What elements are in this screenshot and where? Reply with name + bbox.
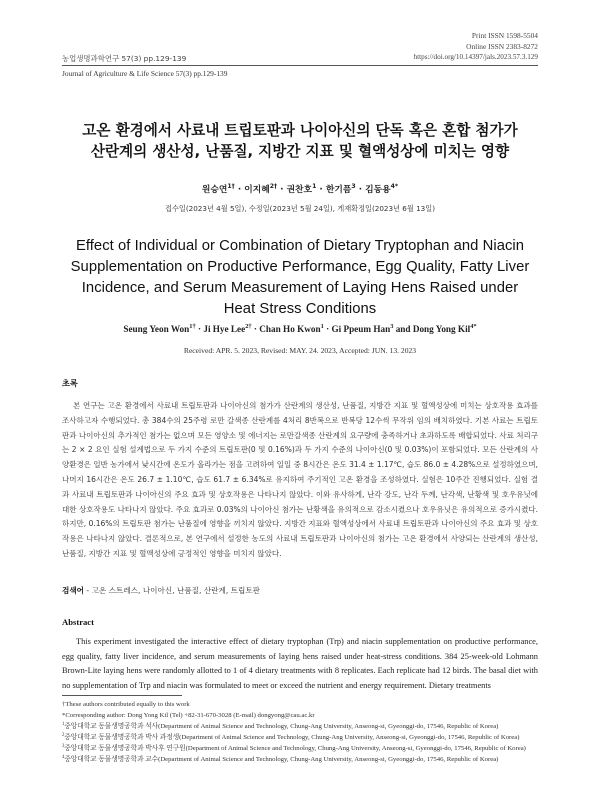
authors-english xyxy=(62,324,538,334)
title-english-line3: Incidence, and Serum Measurement of Laying Hens Raised under xyxy=(81,280,519,296)
footnote-rule xyxy=(62,695,182,696)
abstract-english-heading: Abstract xyxy=(62,617,94,627)
author-en-5: Dong Yong Kil xyxy=(412,324,471,334)
footnote-corresponding-author: *Corresponding author: Dong Yong Kil (Tel) +82-31-670-3028 (E-mail) dongyong@cau.ac.kr xyxy=(62,712,315,719)
author-kr-5: 김동용 xyxy=(365,185,391,195)
footnote-affiliation-4-text: 중앙대학교 동물생명공학과 교수(Department of Animal Science and Technology, Chung-Ang University, Anseong-si, Gyeonggi-do, 17546, Republic of Korea) xyxy=(64,756,499,763)
author-en-2-affil: 2† xyxy=(245,322,252,330)
author-separator: · xyxy=(355,185,366,195)
author-en-3-affil: 1 xyxy=(320,322,324,330)
title-english-line2: Supplementation on Productive Performance, Egg Quality, Fatty Liver xyxy=(70,259,530,275)
author-en-4: Gi Ppeum Han xyxy=(331,324,391,334)
footnotes xyxy=(62,699,538,765)
title-korean xyxy=(62,120,538,162)
online-issn: Online ISSN 2383-8272 xyxy=(466,42,538,51)
author-en-2: Ji Hye Lee xyxy=(203,324,246,334)
author-kr-4-affil: 3 xyxy=(351,183,356,191)
author-kr-1-affil: 1† xyxy=(227,183,235,191)
header-rule xyxy=(62,65,538,66)
author-kr-4: 한기픔 xyxy=(325,185,352,195)
author-separator: · xyxy=(195,324,204,334)
author-en-1: Seung Yeon Won xyxy=(123,324,190,334)
abstract-korean-body: 본 연구는 고온 환경에서 사료내 트립토판과 나이아신의 첨가가 산란계의 생산성, 난품질, 지방간 지표 및 혈액성상에 미치는 상호작용 효과를 조사하고자 수행되었다. 총 384수의 25주령 로만 갈색종 산란계를 4처리 8반복으로 반복당 12수씩 무작위 임의 배치하였다. 기본 사료는 트립토판과 나이아신의 추가적인 첨가는 없으며 모든 영양소 및 에너지는 로만갈색종 산란계의 요구량에 충족하거나 초과하도록 배합되었다. 사료 처리구는 2 × 2 요인 실험 설계법으로 두 가지 수준의 트립토판(0 및 0.16%)과 두 가지 수준의 나이아신(0 및 0.03%)이 포함되었다. 모든 산란계의 사양환경은 일반 농가에서 낮시간에 온도가 올라가는 점을 고려하여 일일 중 8시간은 온도 31.4 ± 1.17℃, 습도 86.0 ± 4.28%으로 설정하였으며, 나머지 16시간은 온도 26.7 ± 1.10℃, 습도 61.7 ± 6.34%로 유지하여 주기적인 고온 환경을 조성하였다. 실험은 10주간 진행되었다. 실험 결과 사료내 트립토판과 나이아신의 주요 효과 및 상호작용은 나타나지 않았다. 이와 유사하게, 난각 강도, 난각 두께, 난각색, 난황색 및 호우유닛에 대한 상호작용도 나타나지 않았다. 주요 효과로 0.03%의 나이아신 첨가는 난황색을 유의적으로 감소시켰으나 호우유닛은 유의적으로 증가시켰다. 하지만, 0.16%의 트립토판 첨가는 난품질에 영향을 끼치지 않았다. 지방간 지표와 혈액성상에서 사료내 트립토판과 나이아신의 주요 효과 및 상호작용은 나타나지 않았다. 결론적으로, 본 연구에서 설정한 농도의 사료내 트립토판과 나이아신의 첨가는 고온 환경에서 사양되는 산란계의 생산성, 난품질, 지방간 지표 및 혈액성상에 긍정적인 영향을 미치지 않았다. xyxy=(62,401,538,558)
footnote-affiliation-2 xyxy=(62,732,538,743)
author-en-1-affil: 1† xyxy=(189,322,196,330)
footnote-affiliation-4-mark: 4 xyxy=(62,754,65,760)
keywords-korean xyxy=(62,585,260,596)
author-kr-3: 권찬호 xyxy=(286,185,313,195)
author-kr-1: 원승연 xyxy=(201,185,228,195)
footnote-affiliation-2-text: 중앙대학교 동물생명공학과 박사 과정생(Department of Animal Science and Technology, Chung-Ang University, Anseong-si, Gyeonggi-do, 17546, Republic of Korea) xyxy=(64,734,520,741)
author-en-3: Chan Ho Kwon xyxy=(259,324,321,334)
author-kr-3-affil: 1 xyxy=(312,183,317,191)
dates-english: Received: APR. 5. 2023, Revised: MAY. 24. 2023, Accepted: JUN. 13. 2023 xyxy=(183,346,417,355)
author-kr-5-affil: 4* xyxy=(390,183,399,191)
footnote-equal-contribution: †These authors contributed equally to this work xyxy=(62,701,190,708)
footnote-affiliation-3-mark: 3 xyxy=(62,743,65,749)
author-en-4-affil: 3 xyxy=(390,322,394,330)
author-separator: · xyxy=(323,324,332,334)
author-kr-2-affil: 2† xyxy=(269,183,278,191)
title-english xyxy=(62,236,538,320)
footnote-affiliation-3-text: 중앙대학교 동물생명공학과 박사후 연구원(Department of Animal Science and Technology, Chung-Ang University, Anseong-si, Gyeonggi-do, 17546, Republic of Korea) xyxy=(64,745,526,752)
authors-korean xyxy=(62,182,538,195)
title-korean-line1: 고온 환경에서 사료내 트립토판과 나이아신의 단독 혹은 혼합 첨가가 xyxy=(82,122,518,139)
author-en-5-affil: 4* xyxy=(470,322,477,330)
author-kr-2: 이지혜 xyxy=(244,185,270,195)
author-separator: · xyxy=(251,324,260,334)
author-separator: · xyxy=(234,185,245,195)
author-and: and xyxy=(393,324,413,334)
abstract-korean-heading: 초록 xyxy=(62,378,78,388)
journal-en-volume: Journal of Agriculture & Life Science 57(3) pp.129-139 xyxy=(62,69,228,78)
footnote-affiliation-1-mark: 1 xyxy=(62,721,65,727)
footnote-affiliation-2-mark: 2 xyxy=(62,732,65,738)
author-separator: · xyxy=(316,185,326,195)
footnote-affiliation-4 xyxy=(62,754,538,765)
journal-kr-volume: 농업생명과학연구 57(3) pp.129-139 xyxy=(62,54,187,63)
footnote-affiliation-3 xyxy=(62,743,538,754)
abstract-english-body: This experiment investigated the interactive effect of dietary tryptophan (Trp) and niacin supplementation on productive performance, egg quality, fatty liver incidence, and serum measurements of laying hens raised under heat-stress conditions. 384 25-week-old Lohmann Brown-Lite laying hens were randomly allotted to 1 of 4 dietary treatments with 8 replicates. Each replicate had 12 birds. The basal diet with no supplementation of Trp and niacin was formulated to meet or exceed the nutrient and energy requirement. Dietary treatments xyxy=(62,637,538,690)
author-separator: · xyxy=(277,185,287,195)
title-english-line4: Heat Stress Conditions xyxy=(223,301,377,317)
doi-link[interactable]: https://doi.org/10.14397/jals.2023.57.3.129 xyxy=(413,53,538,61)
title-english-line1: Effect of Individual or Combination of Dietary Tryptophan and Niacin xyxy=(75,238,525,254)
print-issn: Print ISSN 1598-5504 xyxy=(471,31,538,40)
keywords-korean-label: 검색어 xyxy=(62,586,85,595)
footnote-affiliation-1 xyxy=(62,721,538,732)
dates-korean: 접수일(2023년 4월 5일), 수정일(2023년 5월 24일), 게재확정일(2023년 6월 13일) xyxy=(165,204,435,213)
title-korean-line2: 산란계의 생산성, 난품질, 지방간 지표 및 혈액성상에 미치는 영향 xyxy=(90,143,510,160)
footnote-affiliation-1-text: 중앙대학교 동물생명공학과 석사(Department of Animal Science and Technology, Chung-Ang University, Anseong-si, Gyeonggi-do, 17546, Republic of Korea) xyxy=(64,723,499,730)
keywords-korean-list: - 고온 스트레스, 나이아신, 난품질, 산란계, 트립토판 xyxy=(84,586,261,595)
